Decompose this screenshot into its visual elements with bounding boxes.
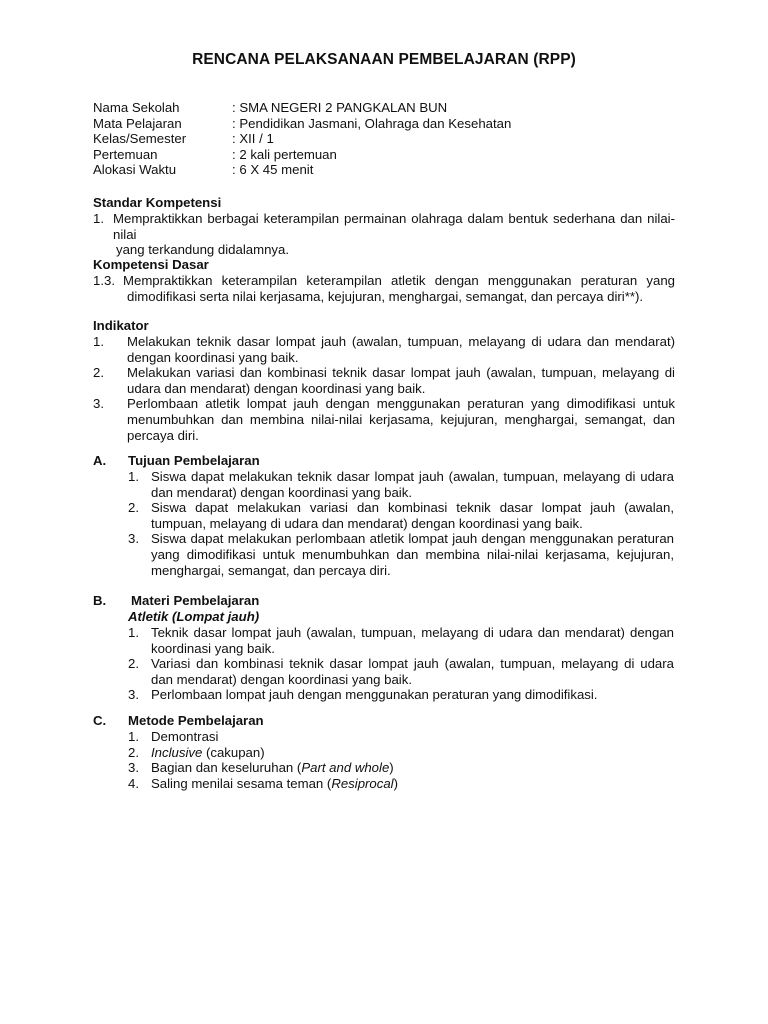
item-text-plain: ) — [389, 760, 394, 776]
item-text-continued: yang terkandung didalamnya. — [116, 242, 290, 258]
identity-row — [93, 116, 511, 132]
list-item — [128, 776, 674, 792]
section-letter: B. — [93, 593, 107, 608]
list-item — [128, 531, 674, 578]
identity-label: Nama Sekolah — [93, 100, 180, 115]
standar-body — [93, 211, 675, 258]
list-item — [93, 211, 675, 242]
item-text-plain: Bagian dan keseluruhan ( — [151, 760, 302, 776]
item-number: 2. — [128, 500, 139, 516]
list-item — [93, 396, 675, 443]
item-text-plain: Demontrasi — [151, 729, 219, 744]
list-item — [93, 273, 675, 289]
item-text-plain: Saling menilai sesama teman ( — [151, 775, 332, 791]
identity-block — [93, 100, 511, 178]
item-text: Siswa dapat melakukan variasi dan kombinasi teknik dasar lompat jauh (awalan, tumpuan, melayang di udara dan mendarat) dengan koordinasi yang baik. — [151, 500, 674, 531]
list-item — [128, 760, 674, 776]
identity-value: : SMA NEGERI 2 PANGKALAN BUN — [232, 100, 448, 115]
materi-subheading: Atletik (Lompat jauh) — [128, 609, 260, 624]
tujuan-list — [128, 469, 674, 578]
list-item — [128, 656, 674, 687]
list-item — [93, 365, 675, 396]
item-text — [151, 760, 674, 776]
metode-heading: Metode Pembelajaran — [128, 713, 264, 728]
identity-label: Kelas/Semester — [93, 131, 187, 147]
item-text-italic: Part and whole — [301, 760, 390, 776]
item-text: Melakukan variasi dan kombinasi teknik dasar lompat jauh (awalan, tumpuan, melayang di udara dan mendarat) dengan koordinasi yang baik. — [127, 365, 675, 396]
list-item — [128, 500, 674, 531]
list-item — [128, 687, 674, 703]
item-number: 3. — [93, 396, 104, 412]
item-number: 4. — [128, 775, 139, 791]
item-text-italic: Inclusive — [151, 744, 203, 760]
item-number: 2. — [93, 365, 104, 381]
identity-value: : XII / 1 — [232, 131, 274, 147]
list-item — [93, 334, 675, 365]
tujuan-heading: Tujuan Pembelajaran — [128, 453, 260, 468]
identity-value: : Pendidikan Jasmani, Olahraga dan Kesehatan — [232, 115, 512, 131]
identity-value: : 6 X 45 menit — [232, 162, 314, 178]
dasar-heading: Kompetensi Dasar — [93, 257, 209, 272]
section-letter: C. — [93, 713, 107, 728]
item-text-plain: ) — [393, 775, 399, 791]
list-item — [128, 745, 674, 761]
item-number: 3. — [128, 687, 139, 703]
section-letter: A. — [93, 453, 107, 468]
indikator-heading: Indikator — [93, 318, 149, 333]
item-number: 1. — [128, 469, 139, 484]
item-text: Perlombaan lompat jauh dengan menggunakan peraturan yang dimodifikasi. — [151, 687, 598, 703]
item-number: 1. — [93, 334, 104, 349]
item-text: Mempraktikkan berbagai keterampilan permainan olahraga dalam bentuk sederhana dan nilai-nilai — [113, 211, 675, 242]
identity-label: Pertemuan — [93, 146, 158, 162]
identity-label: Alokasi Waktu — [93, 162, 177, 178]
item-text: Perlombaan atletik lompat jauh dengan menggunakan peraturan yang dimodifikasi untuk menumbuhkan dan membina nilai-nilai kerjasama, kejujuran, menghargai, semangat, dan percaya diri. — [127, 396, 675, 443]
identity-value: : 2 kali pertemuan — [232, 146, 337, 162]
item-text: Siswa dapat melakukan teknik dasar lompat jauh (awalan, tumpuan, melayang di udara dan mendarat) dengan koordinasi yang baik. — [151, 469, 674, 500]
item-text — [151, 745, 674, 761]
item-text — [151, 729, 674, 745]
identity-row — [93, 147, 511, 163]
item-text — [151, 776, 674, 792]
materi-heading: Materi Pembelajaran — [131, 593, 260, 608]
document-title: RENCANA PELAKSANAAN PEMBELAJARAN (RPP) — [192, 51, 576, 68]
item-number: 2. — [128, 744, 139, 760]
dasar-body — [93, 273, 675, 304]
item-text-continued: dimodifikasi serta nilai kerjasama, kejujuran, menghargai, semangat, dan percaya diri**). — [127, 288, 644, 304]
item-text: Melakukan teknik dasar lompat jauh (awalan, tumpuan, melayang di udara dan mendarat) dengan koordinasi yang baik. — [127, 334, 675, 365]
item-number: 3. — [128, 531, 139, 547]
item-text: Siswa dapat melakukan perlombaan atletik lompat jauh dengan menggunakan peraturan yang dimodifikasi untuk menumbuhkan dan membina nilai-nilai kerjasama, kejujuran, menghargai, semangat, dan percaya diri. — [151, 531, 674, 578]
item-text: Mempraktikkan keterampilan keterampilan atletik dengan menggunakan peraturan yang — [123, 273, 675, 288]
identity-row — [93, 162, 511, 178]
item-number: 1. — [128, 625, 139, 640]
list-item — [128, 625, 674, 656]
item-text: Variasi dan kombinasi teknik dasar lompat jauh (awalan, tumpuan, melayang di udara dan mendarat) dengan koordinasi yang baik. — [151, 656, 674, 687]
item-number: 1. — [93, 211, 104, 226]
identity-label: Mata Pelajaran — [93, 115, 182, 131]
item-text: Teknik dasar lompat jauh (awalan, tumpuan, melayang di udara dan mendarat) dengan koordinasi yang baik. — [151, 625, 674, 656]
indikator-list — [93, 334, 675, 443]
identity-row — [93, 131, 511, 147]
item-number: 1.3. — [93, 273, 115, 288]
item-number: 1. — [128, 729, 139, 744]
metode-list — [128, 729, 674, 791]
item-text-italic: Resiprocal — [331, 775, 394, 791]
materi-list — [128, 625, 674, 703]
item-text-plain: (cakupan) — [202, 744, 265, 760]
identity-row — [93, 100, 511, 116]
item-number: 2. — [128, 656, 139, 672]
list-item — [128, 469, 674, 500]
list-item — [128, 729, 674, 745]
standar-heading: Standar Kompetensi — [93, 195, 222, 210]
item-number: 3. — [128, 760, 139, 776]
